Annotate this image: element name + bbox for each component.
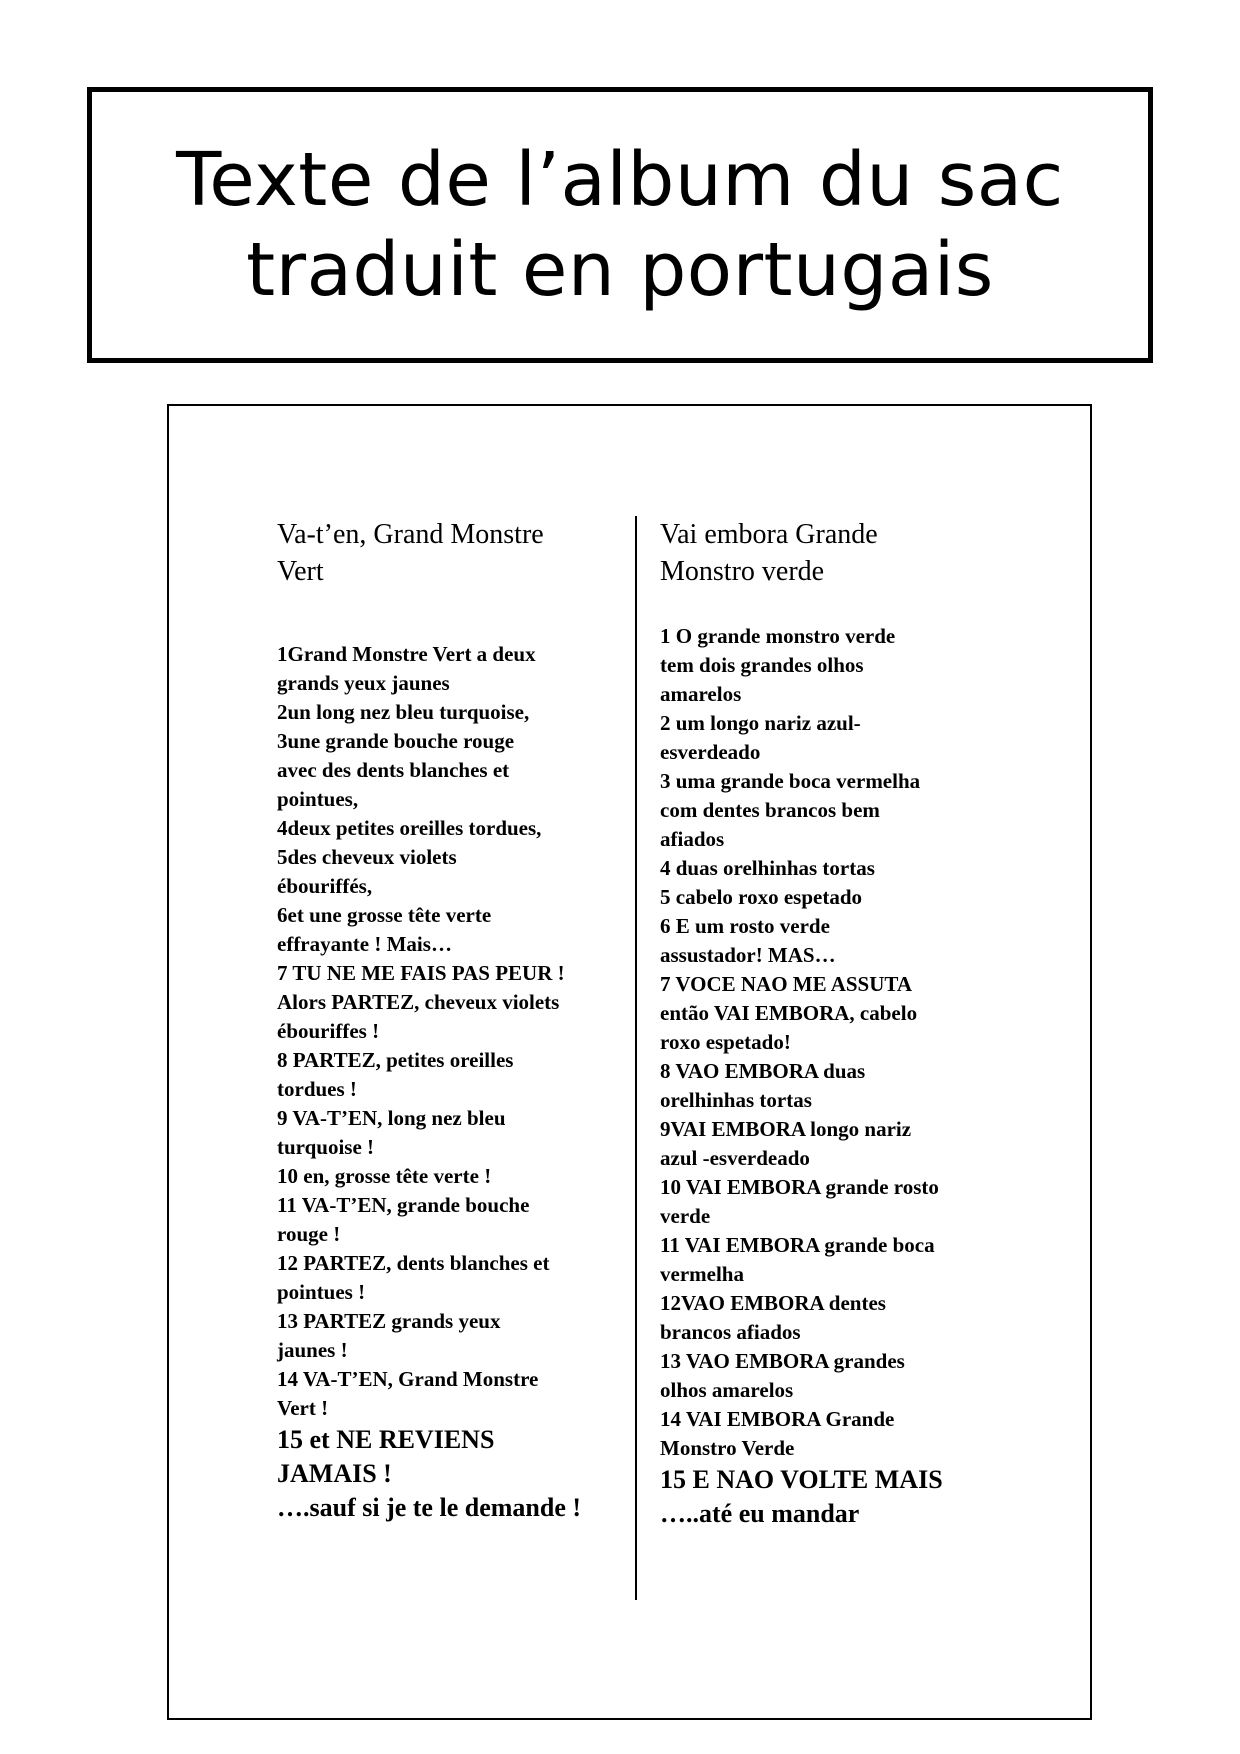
french-line: 6et une grosse tête verte <box>277 903 492 927</box>
portuguese-column <box>660 516 980 1531</box>
french-line: 9 VA-T’EN, long nez bleu <box>277 1106 506 1130</box>
french-line: 3une grande bouche rouge <box>277 729 515 753</box>
french-line: Vert ! <box>277 1396 329 1420</box>
portuguese-line: brancos afiados <box>660 1320 801 1344</box>
portuguese-line: verde <box>660 1204 711 1228</box>
portuguese-line: 9VAI EMBORA longo nariz <box>660 1117 912 1141</box>
french-line: 10 en, grosse tête verte ! <box>277 1164 492 1188</box>
french-line: 7 TU NE ME FAIS PAS PEUR ! <box>277 961 565 985</box>
french-line: pointues, <box>277 787 359 811</box>
french-line: ….sauf si je te le demande ! <box>277 1493 582 1522</box>
portuguese-title-line-2: Monstro verde <box>660 556 825 587</box>
portuguese-line: 3 uma grande boca vermelha <box>660 769 921 793</box>
column-divider <box>635 516 637 1600</box>
portuguese-line: com dentes brancos bem <box>660 798 880 822</box>
portuguese-line: amarelos <box>660 682 742 706</box>
french-line: effrayante ! Mais… <box>277 932 452 956</box>
french-line: ébouriffes ! <box>277 1019 380 1043</box>
portuguese-title <box>660 516 980 590</box>
portuguese-line: 8 VAO EMBORA duas <box>660 1059 866 1083</box>
portuguese-line: 6 E um rosto verde <box>660 914 830 938</box>
french-line: turquoise ! <box>277 1135 375 1159</box>
portuguese-line: 7 VOCE NAO ME ASSUTA <box>660 972 913 996</box>
portuguese-line: olhos amarelos <box>660 1378 794 1402</box>
french-title-line-1: Va-t’en, Grand Monstre <box>277 519 544 550</box>
french-line: 2un long nez bleu turquoise, <box>277 700 530 724</box>
portuguese-line: …..até eu mandar <box>660 1499 860 1528</box>
portuguese-line: vermelha <box>660 1262 744 1286</box>
french-line: 15 et NE REVIENS <box>277 1425 495 1454</box>
french-line: pointues ! <box>277 1280 366 1304</box>
portuguese-line: 4 duas orelhinhas tortas <box>660 856 875 880</box>
portuguese-line: afiados <box>660 827 725 851</box>
french-line: JAMAIS ! <box>277 1459 392 1488</box>
portuguese-line: 10 VAI EMBORA grande rosto <box>660 1175 939 1199</box>
portuguese-line: 12VAO EMBORA dentes <box>660 1291 886 1315</box>
portuguese-line: assustador! MAS… <box>660 943 836 967</box>
portuguese-line: orelhinhas tortas <box>660 1088 812 1112</box>
french-line: 14 VA-T’EN, Grand Monstre <box>277 1367 539 1391</box>
title-box <box>87 87 1153 363</box>
portuguese-line: 15 E NAO VOLTE MAIS <box>660 1465 943 1494</box>
portuguese-title-line-1: Vai embora Grande <box>660 519 878 550</box>
portuguese-line: Monstro Verde <box>660 1436 795 1460</box>
portuguese-line: azul -esverdeado <box>660 1146 810 1170</box>
french-line: 12 PARTEZ, dents blanches et <box>277 1251 550 1275</box>
french-line: 11 VA-T’EN, grande bouche <box>277 1193 530 1217</box>
portuguese-line: esverdeado <box>660 740 761 764</box>
page-title-line-1: Texte de l’album du sac <box>176 137 1064 223</box>
french-line: rouge ! <box>277 1222 341 1246</box>
page-title-line-2: traduit en portugais <box>246 227 994 313</box>
french-column <box>277 516 597 1525</box>
french-line: jaunes ! <box>277 1338 348 1362</box>
french-title <box>277 516 597 590</box>
french-line: 13 PARTEZ grands yeux <box>277 1309 501 1333</box>
portuguese-line: 2 um longo nariz azul- <box>660 711 861 735</box>
french-line: Alors PARTEZ, cheveux violets <box>277 990 560 1014</box>
text-frame <box>167 404 1092 1720</box>
french-title-line-2: Vert <box>277 556 324 587</box>
portuguese-line: tem dois grandes olhos <box>660 653 864 677</box>
french-line: avec des dents blanches et <box>277 758 510 782</box>
french-line: 4deux petites oreilles tordues, <box>277 816 542 840</box>
portuguese-line: 11 VAI EMBORA grande boca <box>660 1233 935 1257</box>
portuguese-line: 1 O grande monstro verde <box>660 624 896 648</box>
french-line: 8 PARTEZ, petites oreilles <box>277 1048 514 1072</box>
portuguese-line: roxo espetado! <box>660 1030 791 1054</box>
portuguese-line: 13 VAO EMBORA grandes <box>660 1349 905 1373</box>
portuguese-line: 14 VAI EMBORA Grande <box>660 1407 895 1431</box>
portuguese-line: então VAI EMBORA, cabelo <box>660 1001 918 1025</box>
french-line: ébouriffés, <box>277 874 373 898</box>
french-line: 1Grand Monstre Vert a deux <box>277 642 536 666</box>
french-line: grands yeux jaunes <box>277 671 450 695</box>
french-line: tordues ! <box>277 1077 357 1101</box>
portuguese-line: 5 cabelo roxo espetado <box>660 885 863 909</box>
french-line: 5des cheveux violets <box>277 845 457 869</box>
